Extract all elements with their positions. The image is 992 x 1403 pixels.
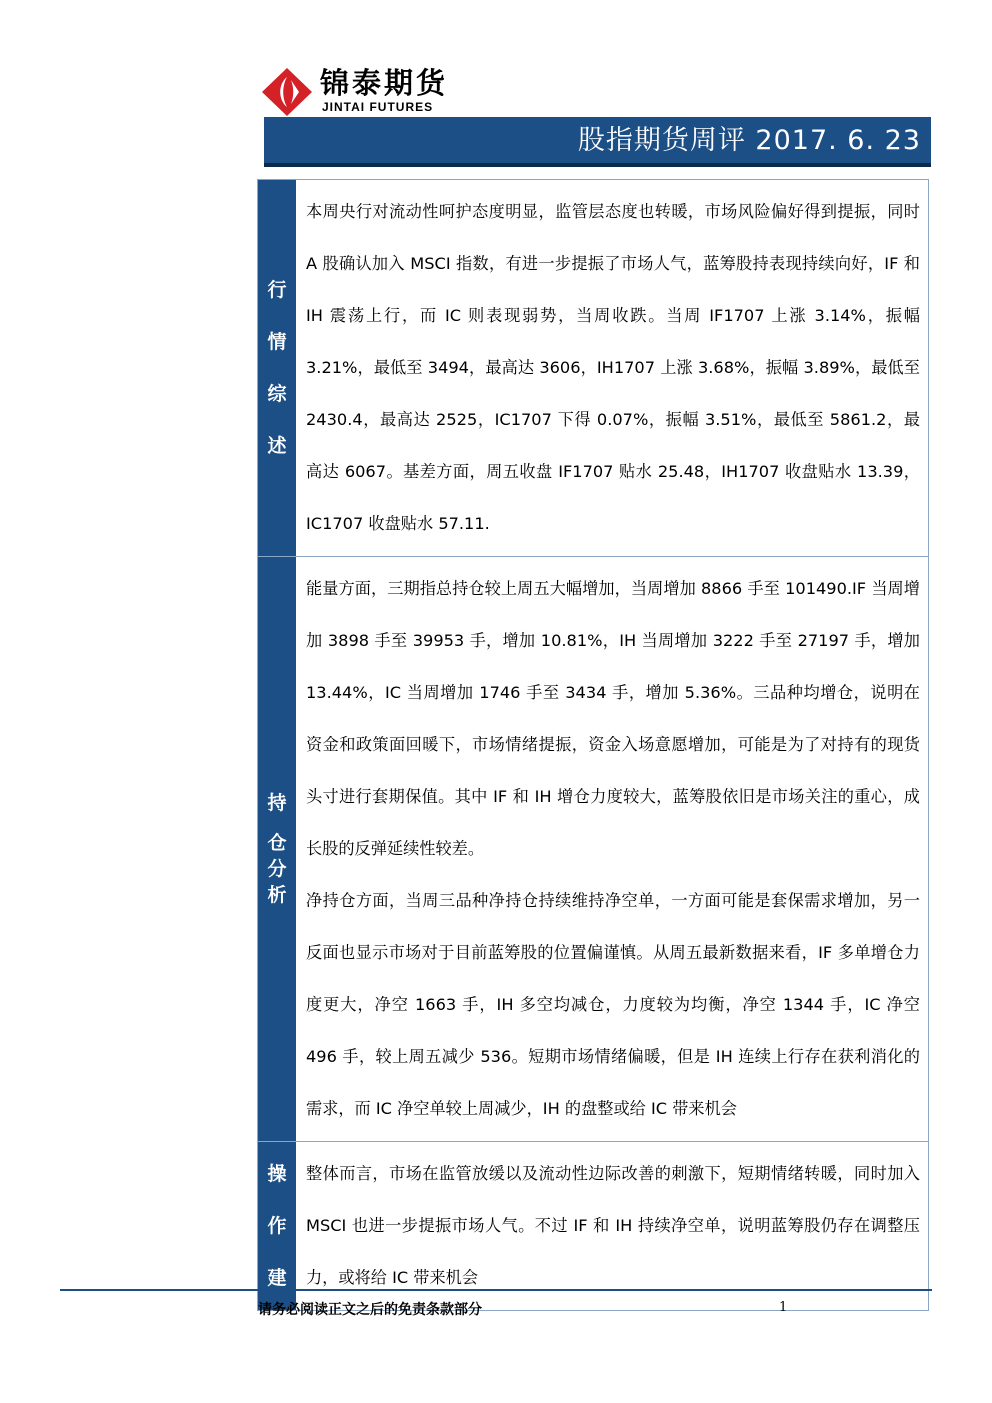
label-char: 析 [267, 884, 287, 906]
section-market-overview [258, 180, 928, 556]
jintai-logo-icon [262, 68, 312, 116]
section-body [296, 180, 928, 556]
label-char: 述 [267, 435, 287, 457]
paragraph: 净持仓方面，当周三品种净持仓持续维持净空单，一方面可能是套保需求增加，另一反面也显示市场对于目前蓝筹股的位置偏谨慎。从周五最新数据来看，IF 多单增仓力度更大，净空 1663 手，IH 多空均减仓，力度较为均衡，净空 1344 手，IC 净空 496 手，较上周五减少 536。短期市场情绪偏暖，但是 IH 连续上行存在获利消化的需求，而 IC 净空单较上周减少，IH 的盘整或给 IC 带来机会 [306, 891, 920, 1118]
section-position-analysis [258, 556, 928, 1141]
section-body [296, 1142, 928, 1310]
label-char: 操 [267, 1163, 287, 1185]
section-body [296, 557, 928, 1141]
report-table [257, 179, 929, 1311]
logo-english-name: JINTAI FUTURES [322, 100, 434, 114]
label-char: 行 [267, 279, 287, 301]
label-char: 持 [267, 792, 287, 814]
section-trading-advice [258, 1141, 928, 1310]
label-char: 分 [267, 858, 287, 880]
title-banner [264, 117, 931, 167]
company-logo [262, 66, 482, 116]
footer-disclaimer: 请务必阅读正文之后的免责条款部分 [258, 1302, 482, 1318]
label-char: 综 [267, 383, 287, 405]
section-label [258, 1142, 296, 1310]
report-title: 股指期货周评 2017. 6. 23 [577, 125, 921, 156]
label-char: 作 [267, 1215, 287, 1237]
section-label [258, 180, 296, 556]
paragraph: 整体而言，市场在监管放缓以及流动性边际改善的刺激下，短期情绪转暖，同时加入 MSCI 也进一步提振市场人气。不过 IF 和 IH 持续净空单，说明蓝筹股仍存在调整压力，或将给 IC 带来机会 [306, 1164, 920, 1287]
logo-chinese-name: 锦泰期货 [320, 66, 449, 100]
paragraph: 能量方面，三期指总持仓较上周五大幅增加，当周增加 8866 手至 101490.IF 当周增加 3898 手至 39953 手，增加 10.81%，IH 当周增加 3222 手至 27197 手，增加 13.44%，IC 当周增加 1746 手至 3434 手，增加 5.36%。三品种均增仓，说明在资金和政策面回暖下，市场情绪提振，资金入场意愿增加，可能是为了对持有的现货头寸进行套期保值。其中 IF 和 IH 增仓力度较大，蓝筹股依旧是市场关注的重心，成长股的反弹延续性较差。 [306, 579, 920, 858]
footer-divider [60, 1289, 932, 1291]
section-label [258, 557, 296, 1141]
label-char: 情 [267, 331, 287, 353]
label-char: 建 [267, 1267, 287, 1289]
paragraph: 本周央行对流动性呵护态度明显，监管层态度也转暖，市场风险偏好得到提振，同时 A 股确认加入 MSCI 指数，有进一步提振了市场人气，蓝筹股持表现持续向好，IF 和 IH 震荡上行，而 IC 则表现弱势，当周收跌。当周 IF1707 上涨 3.14%，振幅 3.21%，最低至 3494，最高达 3606，IH1707 上涨 3.68%，振幅 3.89%，最低至 2430.4，最高达 2525，IC1707 下得 0.07%，振幅 3.51%，最低至 5861.2，最高达 6067。基差方面，周五收盘 IF1707 贴水 25.48，IH1707 收盘贴水 13.39，IC1707 收盘贴水 57.11. [306, 202, 920, 533]
label-char: 仓 [267, 832, 287, 854]
page-number: 1 [779, 1300, 788, 1315]
